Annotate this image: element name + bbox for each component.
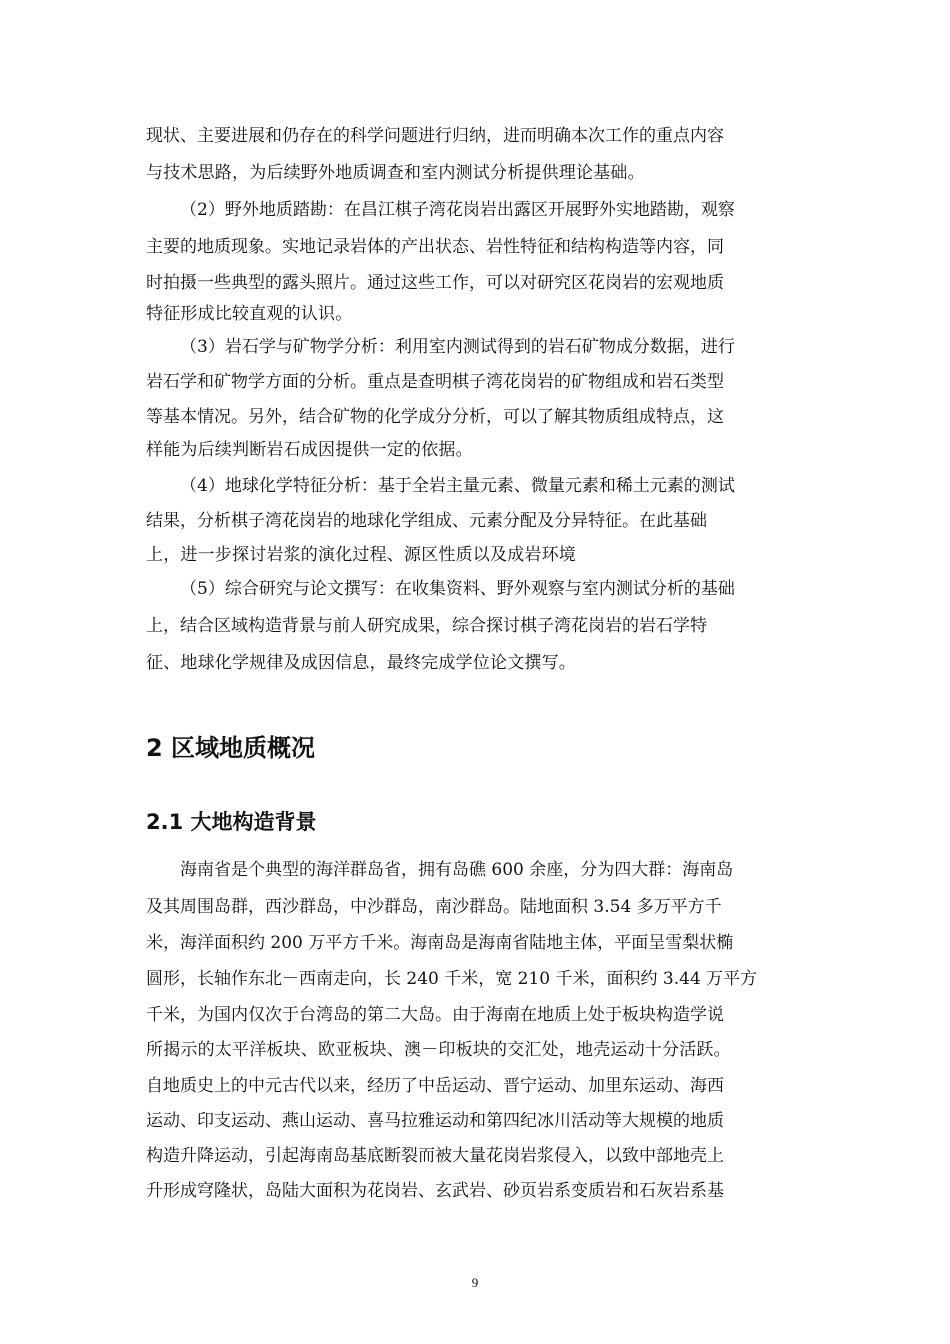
paragraph-line: （4）地球化学特征分析：基于全岩主量元素、微量元素和稀土元素的测试 [180, 476, 735, 496]
paragraph-line: 时拍摄一些典型的露头照片。通过这些工作，可以对研究区花岗岩的宏观地质 [146, 273, 724, 293]
section-heading: 2 区域地质概况 [146, 734, 316, 762]
paragraph-line: 等基本情况。另外，结合矿物的化学成分分析，可以了解其物质组成特点，这 [146, 407, 724, 427]
paragraph-line: 自地质史上的中元古代以来，经历了中岳运动、晋宁运动、加里东运动、海西 [146, 1076, 724, 1096]
paragraph-line: 结果，分析棋子湾花岗岩的地球化学组成、元素分配及分异特征。在此基础 [146, 511, 707, 531]
paragraph-line: 构造升降运动，引起海南岛基底断裂而被大量花岗岩浆侵入，以致中部地壳上 [146, 1146, 724, 1166]
paragraph-line: 主要的地质现象。实地记录岩体的产出状态、岩性特征和结构构造等内容，同 [146, 237, 724, 257]
paragraph-line: 及其周围岛群，西沙群岛，中沙群岛，南沙群岛。陆地面积 3.54 多万平方千 [146, 897, 722, 917]
paragraph-line: 所揭示的太平洋板块、欧亚板块、澳－印板块的交汇处，地壳运动十分活跃。 [146, 1040, 731, 1060]
paragraph-line: 征、地球化学规律及成因信息，最终完成学位论文撰写。 [146, 653, 576, 673]
paragraph-line: 上，结合区域构造背景与前人研究成果，综合探讨棋子湾花岗岩的岩石学特 [146, 616, 707, 636]
paragraph-line: 与技术思路，为后续野外地质调查和室内测试分析提供理论基础。 [146, 163, 645, 183]
paragraph-line: 运动、印支运动、燕山运动、喜马拉雅运动和第四纪冰川活动等大规模的地质 [146, 1111, 724, 1131]
paragraph-line: 千米，为国内仅次于台湾岛的第二大岛。由于海南在地质上处于板块构造学说 [146, 1005, 724, 1025]
paragraph-line: 现状、主要进展和仍存在的科学问题进行归纳，进而明确本次工作的重点内容 [146, 126, 724, 146]
subsection-heading: 2.1 大地构造背景 [146, 810, 317, 834]
paragraph-line: 圆形，长轴作东北－西南走向，长 240 千米，宽 210 千米，面积约 3.44 万平方 [146, 969, 758, 989]
paragraph-line: 特征形成比较直观的认识。 [146, 304, 353, 324]
paragraph-line: （2）野外地质踏勘：在昌江棋子湾花岗岩出露区开展野外实地踏勘，观察 [180, 200, 735, 220]
paragraph-line: 升形成穹隆状，岛陆大面积为花岗岩、玄武岩、砂页岩系变质岩和石灰岩系基 [146, 1181, 724, 1201]
page-number: 9 [471, 1275, 479, 1290]
paragraph-line: 样能为后续判断岩石成因提供一定的依据。 [146, 440, 473, 460]
paragraph-line: （5）综合研究与论文撰写：在收集资料、野外观察与室内测试分析的基础 [180, 579, 735, 599]
paragraph-line: 岩石学和矿物学方面的分析。重点是查明棋子湾花岗岩的矿物组成和岩石类型 [146, 372, 724, 392]
paragraph-line: 上，进一步探讨岩浆的演化过程、源区性质以及成岩环境 [146, 545, 576, 565]
paragraph-line: 海南省是个典型的海洋群岛省，拥有岛礁 600 余座，分为四大群：海南岛 [180, 860, 734, 880]
paragraph-line: 米，海洋面积约 200 万平方千米。海南岛是海南省陆地主体，平面呈雪梨状椭 [146, 933, 734, 953]
paragraph-line: （3）岩石学与矿物学分析：利用室内测试得到的岩石矿物成分数据，进行 [180, 337, 735, 357]
